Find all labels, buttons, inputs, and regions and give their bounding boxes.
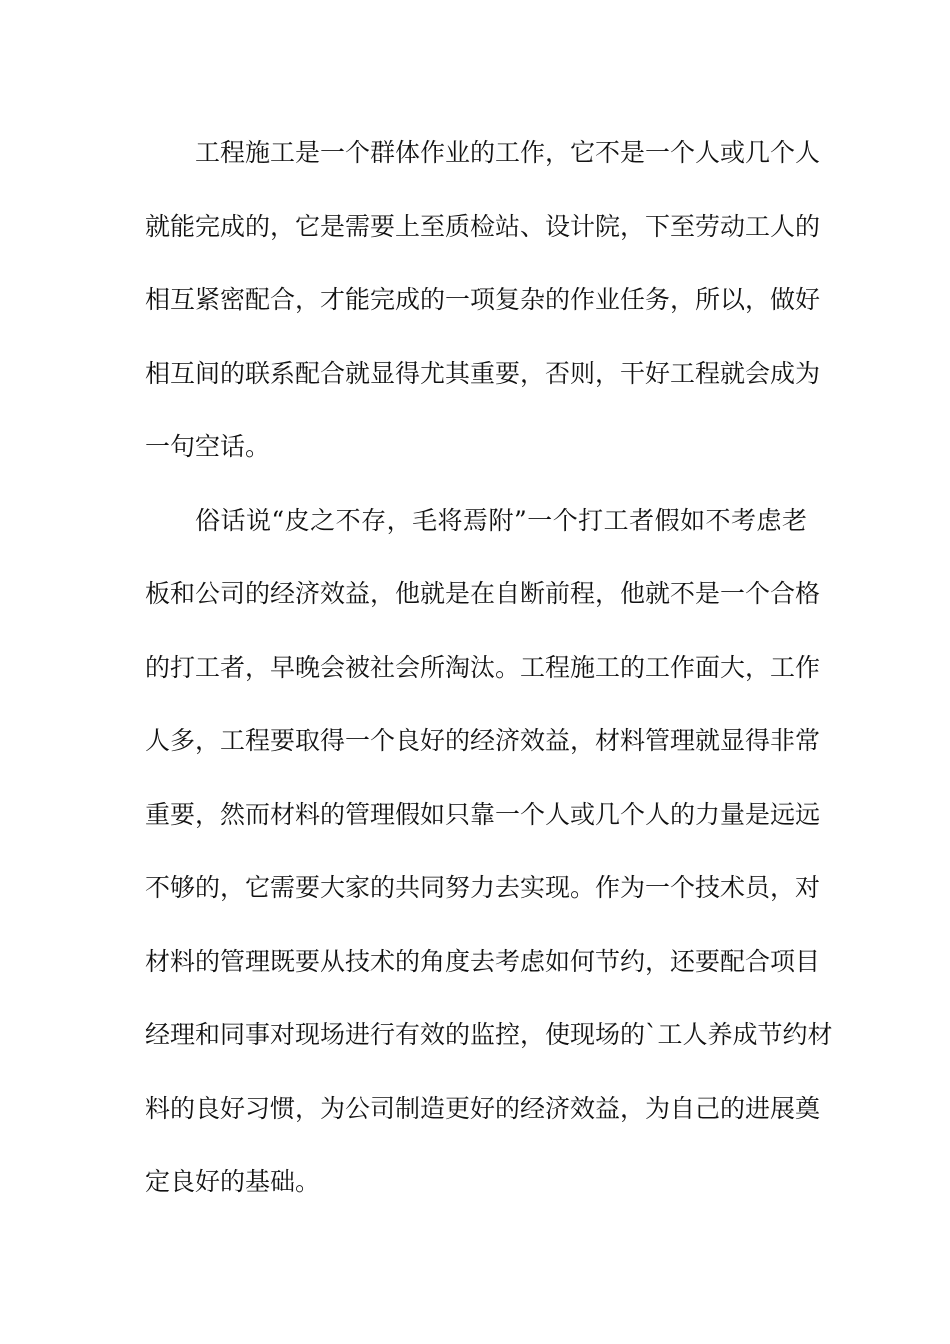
text-line: 板和公司的经济效益，他就是在自断前程，他就不是一个合格 — [145, 579, 821, 608]
text-line: 人多，工程要取得一个良好的经济效益，材料管理就显得非常 — [145, 726, 821, 755]
text-line: 材料的管理既要从技术的角度去考虑如何节约，还要配合项目 — [145, 946, 821, 976]
text-line: 就能完成的，它是需要上至质检站、设计院，下至劳动工人的 — [145, 211, 821, 241]
text-line: 重要，然而材料的管理假如只靠一个人或几个人的力量是远远 — [145, 799, 821, 829]
text-line: 一句空话。 — [145, 432, 271, 461]
text-line: 料的良好习惯，为公司制造更好的经济效益，为自己的进展奠 — [145, 1093, 821, 1123]
text-line: 相互间的联系配合就显得尤其重要，否则，干好工程就会成为 — [145, 358, 821, 388]
paragraph-material-management — [145, 484, 833, 1219]
document-body — [145, 116, 833, 1219]
text-line: 的打工者，早晚会被社会所淘汰。工程施工的工作面大，工作 — [145, 652, 821, 682]
text-line: 俗话说“皮之不存，毛将焉附”一个打工者假如不考虑老 — [195, 505, 807, 535]
text-line: 相互紧密配合，才能完成的一项复杂的作业任务，所以，做好 — [145, 285, 821, 314]
paragraph-teamwork — [145, 116, 821, 484]
text-line: 经理和同事对现场进行有效的监控，使现场的`工人养成节约材 — [145, 1020, 833, 1049]
text-line: 不够的，它需要大家的共同努力去实现。作为一个技术员，对 — [145, 873, 821, 902]
text-line: 定良好的基础。 — [145, 1167, 321, 1196]
text-line: 工程施工是一个群体作业的工作，它不是一个人或几个人 — [195, 138, 821, 167]
